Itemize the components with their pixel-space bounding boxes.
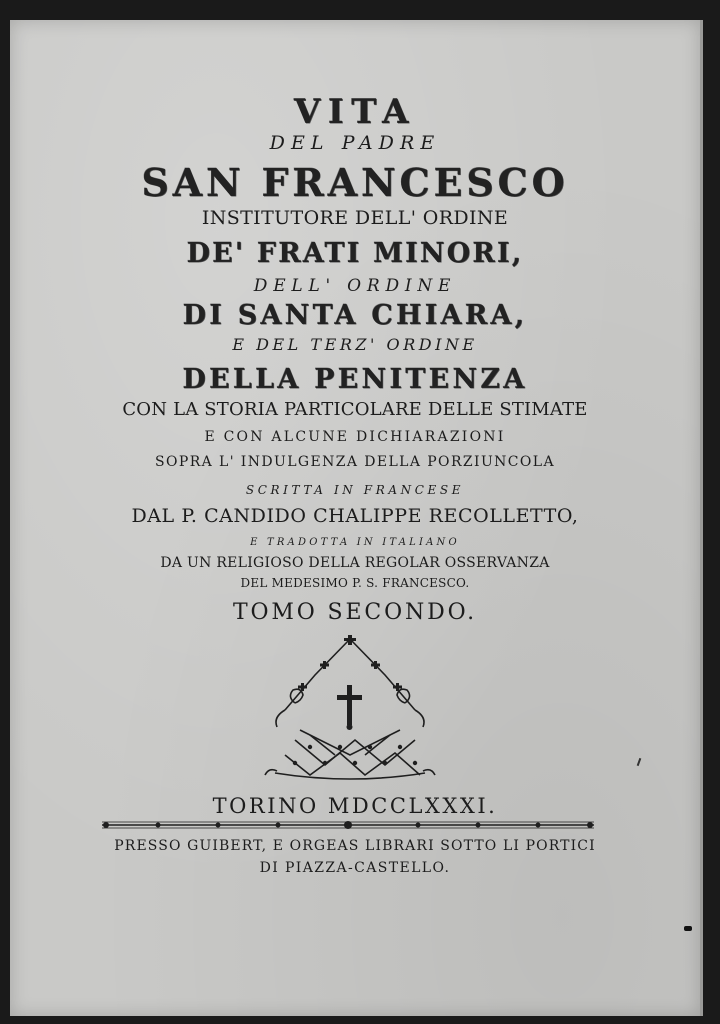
- imprint-address: DI PIAZZA-CASTELLO.: [259, 860, 451, 876]
- title-translator: DA UN RELIGIOSO DELLA REGOLAR OSSERVANZA: [160, 555, 550, 571]
- title-storia-stimate: CON LA STORIA PARTICOLARE DELLE STIMATE: [122, 399, 588, 420]
- title-del-padre: DEL PADRE: [269, 132, 441, 154]
- ornamental-rule: [98, 818, 598, 832]
- title-scritta-francese: SCRITTA IN FRANCESE: [245, 483, 465, 497]
- title-terz-ordine: E DEL TERZ' ORDINE: [232, 335, 478, 354]
- title-vita: VITA: [293, 92, 417, 132]
- title-author: DAL P. CANDIDO CHALIPPE RECOLLETTO,: [131, 505, 579, 527]
- title-frati-minori: DE' FRATI MINORI,: [186, 238, 524, 269]
- title-medesimo: DEL MEDESIMO P. S. FRANCESCO.: [240, 576, 470, 590]
- title-tradotta: E TRADOTTA IN ITALIANO: [250, 537, 460, 548]
- title-santa-chiara: DI SANTA CHIARA,: [182, 300, 528, 331]
- title-dell-ordine: DELL' ORDINE: [253, 276, 457, 296]
- paper-speck: [637, 758, 642, 766]
- title-penitenza: DELLA PENITENZA: [182, 364, 528, 395]
- title-dichiarazioni: E CON ALCUNE DICHIARAZIONI: [204, 429, 506, 445]
- imprint-place-date: TORINO MDCCLXXXI.: [212, 794, 498, 818]
- cross-vignette-icon: [255, 635, 445, 785]
- imprint-publisher: PRESSO GUIBERT, E ORGEAS LIBRARI SOTTO LI PORTICI: [114, 838, 596, 854]
- title-indulgenza: SOPRA L' INDULGENZA DELLA PORZIUNCOLA: [155, 454, 555, 470]
- title-page: [10, 20, 703, 1016]
- title-san-francesco: SAN FRANCESCO: [141, 160, 569, 205]
- title-tomo: TOMO SECONDO.: [232, 600, 478, 625]
- paper-blot: [684, 926, 692, 931]
- title-institutore: INSTITUTORE DELL' ORDINE: [201, 207, 509, 229]
